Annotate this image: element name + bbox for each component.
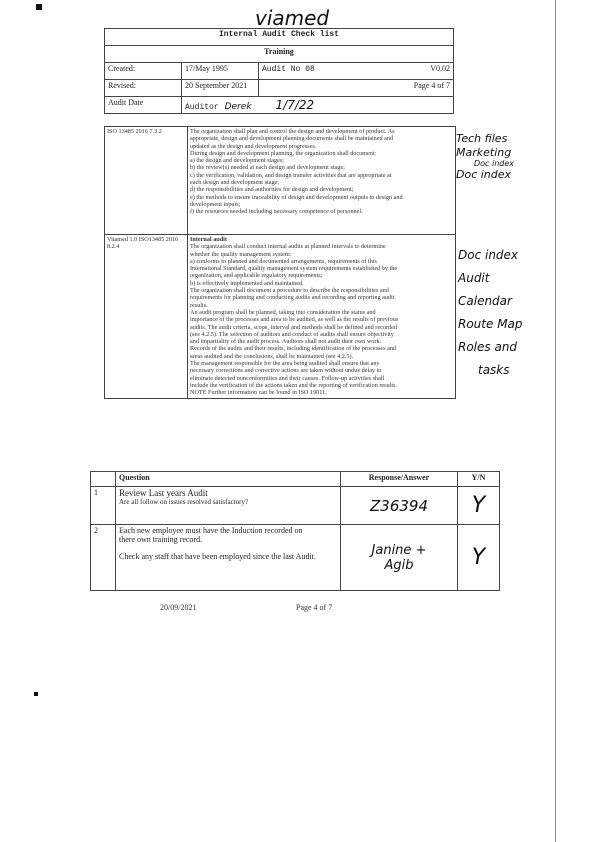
clause-row — [105, 127, 456, 235]
created-label: Created: — [105, 63, 182, 80]
footer-date: 20/09/2021 — [160, 603, 197, 612]
response-header: Response/Answer — [341, 472, 458, 487]
company-handwriting: viamed — [255, 6, 330, 30]
clause-text: The organization shall plan and control the design and development of product. As appropriate, design and development planning documents shall be maintained and updated as the design and development progresses. During design and development planning, the organization shall document: a) the design and development stages; b) the review(s) needed at each design and development stage; c) the verification, validation, and design transfer activities that are appropriate at each design and development stage; d) the responsibilities and authorities for design and development; e) the methods to ensure traceability of design and development outputs to design and development inputs; f) the resources needed including necessary competence of personnel. — [188, 127, 456, 235]
scan-mark-bottom — [34, 692, 38, 696]
clause-ref: Vitamed 1.0 ISO13485 2016 8.2.4 — [105, 235, 188, 399]
clause-text: Internal audit The organization shall conduct internal audits at planned intervals to determine whether the quality management system: a) conforms to planned and documented arrangements, requirements of this International Standard, quality management system requirements established by the organization, and applicable regulatory requirements; b) is effectively implemented and maintained. The organization shall document a procedure to describe the responsibilities and requirements for planning and conducting audits and recording and reporting audit results. An audit program shall be planned, taking into consideration the status and importance of the processes and area to be audited, as well as the results of previous audits. The audit criteria, scope, interval and methods shall be defined and recorded (see 4.2.5). The selection of auditors and conduct of audits shall ensure objectivity and impartiality of the audit process. Auditors shall not audit their own work. Records of the audits and their results, including identification of the processes and areas audited and the conclusions, shall be maintained (see 4.2.5). The management responsible for the area being audited shall ensure that any necessary corrections and corrective actions are taken without undue delay to eliminate detected nonconformities and their causes. Follow-up activities shall include the verification of the actions taken and the reporting of verification results. NOTE Further information can be found in ISO 19011. — [188, 235, 456, 399]
clause-row — [105, 235, 456, 399]
clause-ref: ISO 13485 2016 7.3.2 — [105, 127, 188, 235]
auditor-name: Derek — [224, 102, 252, 112]
question-text: Each new employee must have the Induction recorded on there own training record. Check any staff that have been employed since the last Audit. — [116, 525, 341, 591]
yn-handwritten: Y — [458, 525, 500, 591]
margin-notes-1: Tech files Marketing Doc index Doc index — [456, 132, 515, 181]
doc-subtitle: Training — [105, 46, 454, 63]
answer-handwritten: Z36394 — [341, 487, 458, 525]
clauses-table — [104, 126, 456, 399]
question-row — [91, 487, 500, 525]
questions-table — [90, 471, 500, 591]
question-number: 2 — [91, 525, 116, 591]
version-label: V0.02 — [430, 64, 450, 73]
doc-title: Internal Audit Check list — [105, 29, 454, 46]
question-number: 1 — [91, 487, 116, 525]
revised-value: 20 September 2021 — [182, 80, 259, 97]
audit-number: Audit No 08 — [262, 65, 315, 74]
revised-label: Revised: — [105, 80, 182, 97]
footer-page: Page 4 of 7 — [296, 603, 333, 612]
yn-header: Y/N — [458, 472, 500, 487]
yn-handwritten: Y — [458, 487, 500, 525]
page-number: Page 4 of 7 — [259, 80, 454, 97]
created-value: 17/May 1995 — [182, 63, 259, 80]
audit-date-hand: 1/7/22 — [275, 98, 315, 112]
audit-date-label: Audit Date — [105, 97, 182, 114]
auditor-label: Auditor — [185, 103, 219, 112]
header-table — [104, 28, 454, 114]
questions-header — [91, 472, 500, 487]
question-text: Review Last years Audit Are all follow on issues resolved satisfactory? — [116, 487, 341, 525]
scan-edge — [555, 0, 556, 842]
question-header: Question — [116, 472, 341, 487]
scan-mark-top — [36, 4, 42, 10]
margin-notes-2: Doc index Audit Calendar Route Map Roles and tasks — [458, 248, 523, 377]
question-row — [91, 525, 500, 591]
answer-handwritten: Janine + Agib — [341, 525, 458, 591]
